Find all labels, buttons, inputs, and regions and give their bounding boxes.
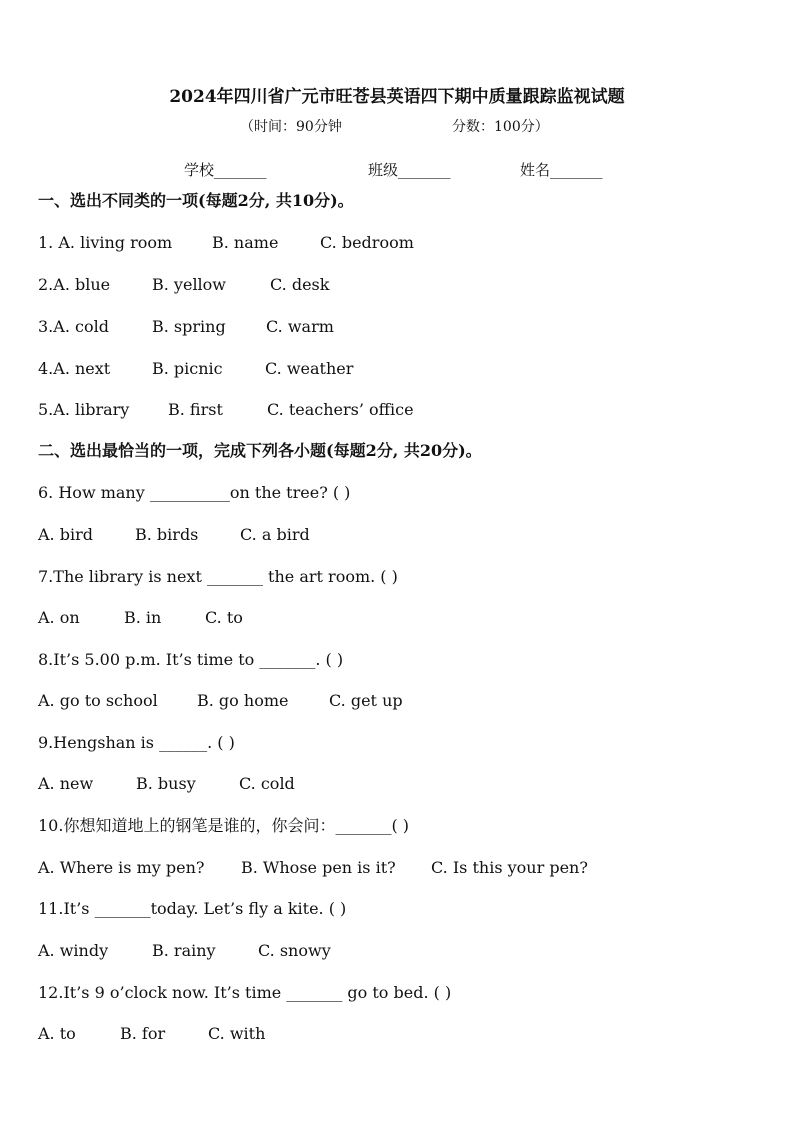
q1-option-b: B. name: [212, 233, 279, 252]
q8-option-c: C. get up: [329, 691, 403, 710]
q6-option-a: A. bird: [38, 525, 93, 544]
q5-option-b: B. first: [168, 400, 223, 419]
q12-option-c: C. with: [208, 1024, 266, 1043]
q10-stem: 10.你想知道地上的钢笔是谁的，你会问：_______( ): [38, 816, 410, 835]
q11-option-b: B. rainy: [152, 941, 216, 960]
q8-option-a: A. go to school: [38, 691, 158, 710]
q2-option-c: C. desk: [270, 275, 330, 294]
q6-option-c: C. a bird: [240, 525, 310, 544]
q9-option-c: C. cold: [239, 774, 295, 793]
q11-option-a: A. windy: [38, 941, 109, 960]
q6-stem: 6. How many __________on the tree? ( ): [38, 483, 351, 502]
q7-stem: 7.The library is next _______ the art room. ( ): [38, 567, 398, 586]
exam-score: 分数：100分）: [452, 119, 549, 135]
q8-option-b: B. go home: [197, 691, 289, 710]
q6-option-b: B. birds: [135, 525, 199, 544]
name-field: 姓名_______: [520, 161, 603, 179]
q4-option-b: B. picnic: [152, 359, 223, 378]
q10-option-a: A. Where is my pen?: [38, 858, 205, 877]
q1-option-c: C. bedroom: [320, 233, 414, 252]
q9-option-b: B. busy: [136, 774, 196, 793]
q7-option-b: B. in: [124, 608, 162, 627]
q5-option-a: 5.A. library: [38, 400, 130, 419]
q4-option-c: C. weather: [265, 359, 354, 378]
q12-option-a: A. to: [38, 1024, 76, 1043]
q3-option-b: B. spring: [152, 317, 226, 336]
q10-option-b: B. Whose pen is it?: [241, 858, 396, 877]
q7-option-a: A. on: [38, 608, 80, 627]
q2-option-b: B. yellow: [152, 275, 226, 294]
q1-option-a: 1. A. living room: [38, 233, 173, 252]
q2-option-a: 2.A. blue: [38, 275, 111, 294]
class-field: 班级_______: [368, 161, 451, 179]
q4-option-a: 4.A. next: [38, 359, 111, 378]
q10-option-c: C. Is this your pen?: [431, 858, 588, 877]
q7-option-c: C. to: [205, 608, 243, 627]
q3-option-c: C. warm: [266, 317, 334, 336]
q12-stem: 12.It’s 9 o’clock now. It’s time _______ go to bed. ( ): [38, 983, 452, 1002]
q8-stem: 8.It’s 5.00 p.m. It’s time to _______. ( ): [38, 650, 344, 669]
section1-heading: 一、选出不同类的一项(每题2分, 共10分)。: [38, 191, 354, 210]
q9-option-a: A. new: [38, 774, 94, 793]
q11-option-c: C. snowy: [258, 941, 331, 960]
q9-stem: 9.Hengshan is ______. ( ): [38, 733, 235, 752]
q12-option-b: B. for: [120, 1024, 166, 1043]
q11-stem: 11.It’s _______today. Let’s fly a kite. ( ): [38, 899, 347, 918]
q3-option-a: 3.A. cold: [38, 317, 109, 336]
exam-title: 2024年四川省广元市旺苍县英语四下期中质量跟踪监视试题: [169, 87, 625, 107]
q5-option-c: C. teachers’ office: [267, 400, 414, 419]
school-field: 学校_______: [184, 161, 267, 179]
section2-heading: 二、选出最恰当的一项，完成下列各小题(每题2分, 共20分)。: [38, 441, 482, 460]
exam-time: （时间：90分钟: [240, 119, 342, 135]
